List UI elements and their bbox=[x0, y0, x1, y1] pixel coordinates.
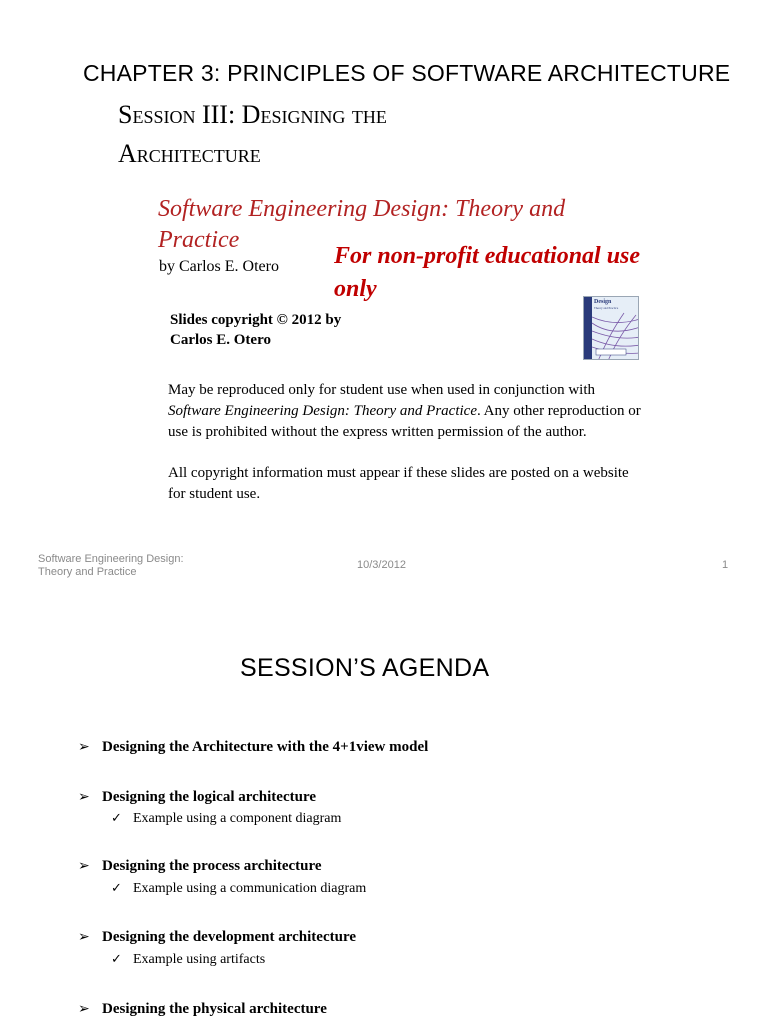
reproduction-text-pre: May be reproduced only for student use when used in conjunction with bbox=[168, 382, 595, 398]
chapter-title: CHAPTER 3: PRINCIPLES OF SOFTWARE ARCHITECTURE bbox=[83, 60, 731, 86]
reproduction-book-name: Software Engineering Design: Theory and Practice bbox=[168, 403, 477, 419]
agenda-item bbox=[78, 738, 428, 756]
arrowhead-bullet-icon: ➢ bbox=[78, 859, 90, 874]
agenda-item-label: Designing the logical architecture bbox=[102, 789, 316, 805]
footer-course-line2: Theory and Practice bbox=[38, 566, 137, 578]
footer-course-line1: Software Engineering Design: bbox=[38, 553, 184, 565]
agenda-subitem-label: Example using artifacts bbox=[133, 952, 266, 967]
agenda-subitem-label: Example using a communication diagram bbox=[133, 881, 367, 896]
session-title-line1: Session III: Designing the bbox=[118, 100, 387, 129]
book-author: by Carlos E. Otero bbox=[159, 258, 279, 275]
footer-date: 10/3/2012 bbox=[357, 559, 406, 571]
agenda-title: SESSION’S AGENDA bbox=[240, 654, 490, 682]
agenda-item bbox=[78, 788, 316, 806]
nonprofit-notice: For non-profit educational use only bbox=[334, 243, 641, 302]
book-cover-image bbox=[583, 296, 639, 360]
copyright-notice: All copyright information must appear if these slides are posted on a website for student use. bbox=[168, 465, 629, 502]
agenda-subitem bbox=[111, 810, 341, 827]
checkmark-icon: ✓ bbox=[111, 880, 122, 895]
arrowhead-bullet-icon: ➢ bbox=[78, 1002, 90, 1017]
footer-course-name bbox=[38, 553, 184, 579]
arrowhead-bullet-icon: ➢ bbox=[78, 930, 90, 945]
session-title-line2: Architecture bbox=[118, 139, 261, 168]
agenda-item-label: Designing the physical architecture bbox=[102, 1001, 327, 1017]
agenda-item-label: Designing the development architecture bbox=[102, 929, 356, 945]
checkmark-icon: ✓ bbox=[111, 810, 122, 825]
book-cover-title: Design bbox=[594, 299, 612, 305]
agenda-item-label: Designing the Architecture with the 4+1view model bbox=[102, 739, 429, 755]
arrowhead-bullet-icon: ➢ bbox=[78, 790, 90, 805]
agenda-item bbox=[78, 857, 322, 875]
copyright-line2: Carlos E. Otero bbox=[170, 332, 271, 348]
agenda-item-label: Designing the process architecture bbox=[102, 858, 322, 874]
agenda-subitem bbox=[111, 880, 366, 897]
reproduction-text-post: . Any other reproduction or use is prohibited without the express written permission of the author. bbox=[168, 403, 641, 440]
footer-page-number: 1 bbox=[722, 559, 729, 571]
book-cover-subtitle: Theory and Practice bbox=[594, 306, 619, 310]
checkmark-icon: ✓ bbox=[111, 951, 122, 966]
reproduction-notice bbox=[168, 380, 643, 525]
copyright-line1: Slides copyright © 2012 by bbox=[170, 312, 342, 328]
agenda-subitem bbox=[111, 951, 265, 968]
book-title: Software Engineering Design: Theory and Practice bbox=[158, 196, 566, 253]
agenda-item bbox=[78, 1000, 327, 1018]
reproduction-paragraph bbox=[168, 380, 643, 443]
agenda-subitem-label: Example using a component diagram bbox=[133, 811, 342, 826]
agenda-item bbox=[78, 928, 356, 946]
arrowhead-bullet-icon: ➢ bbox=[78, 740, 90, 755]
slides-copyright bbox=[170, 310, 341, 350]
